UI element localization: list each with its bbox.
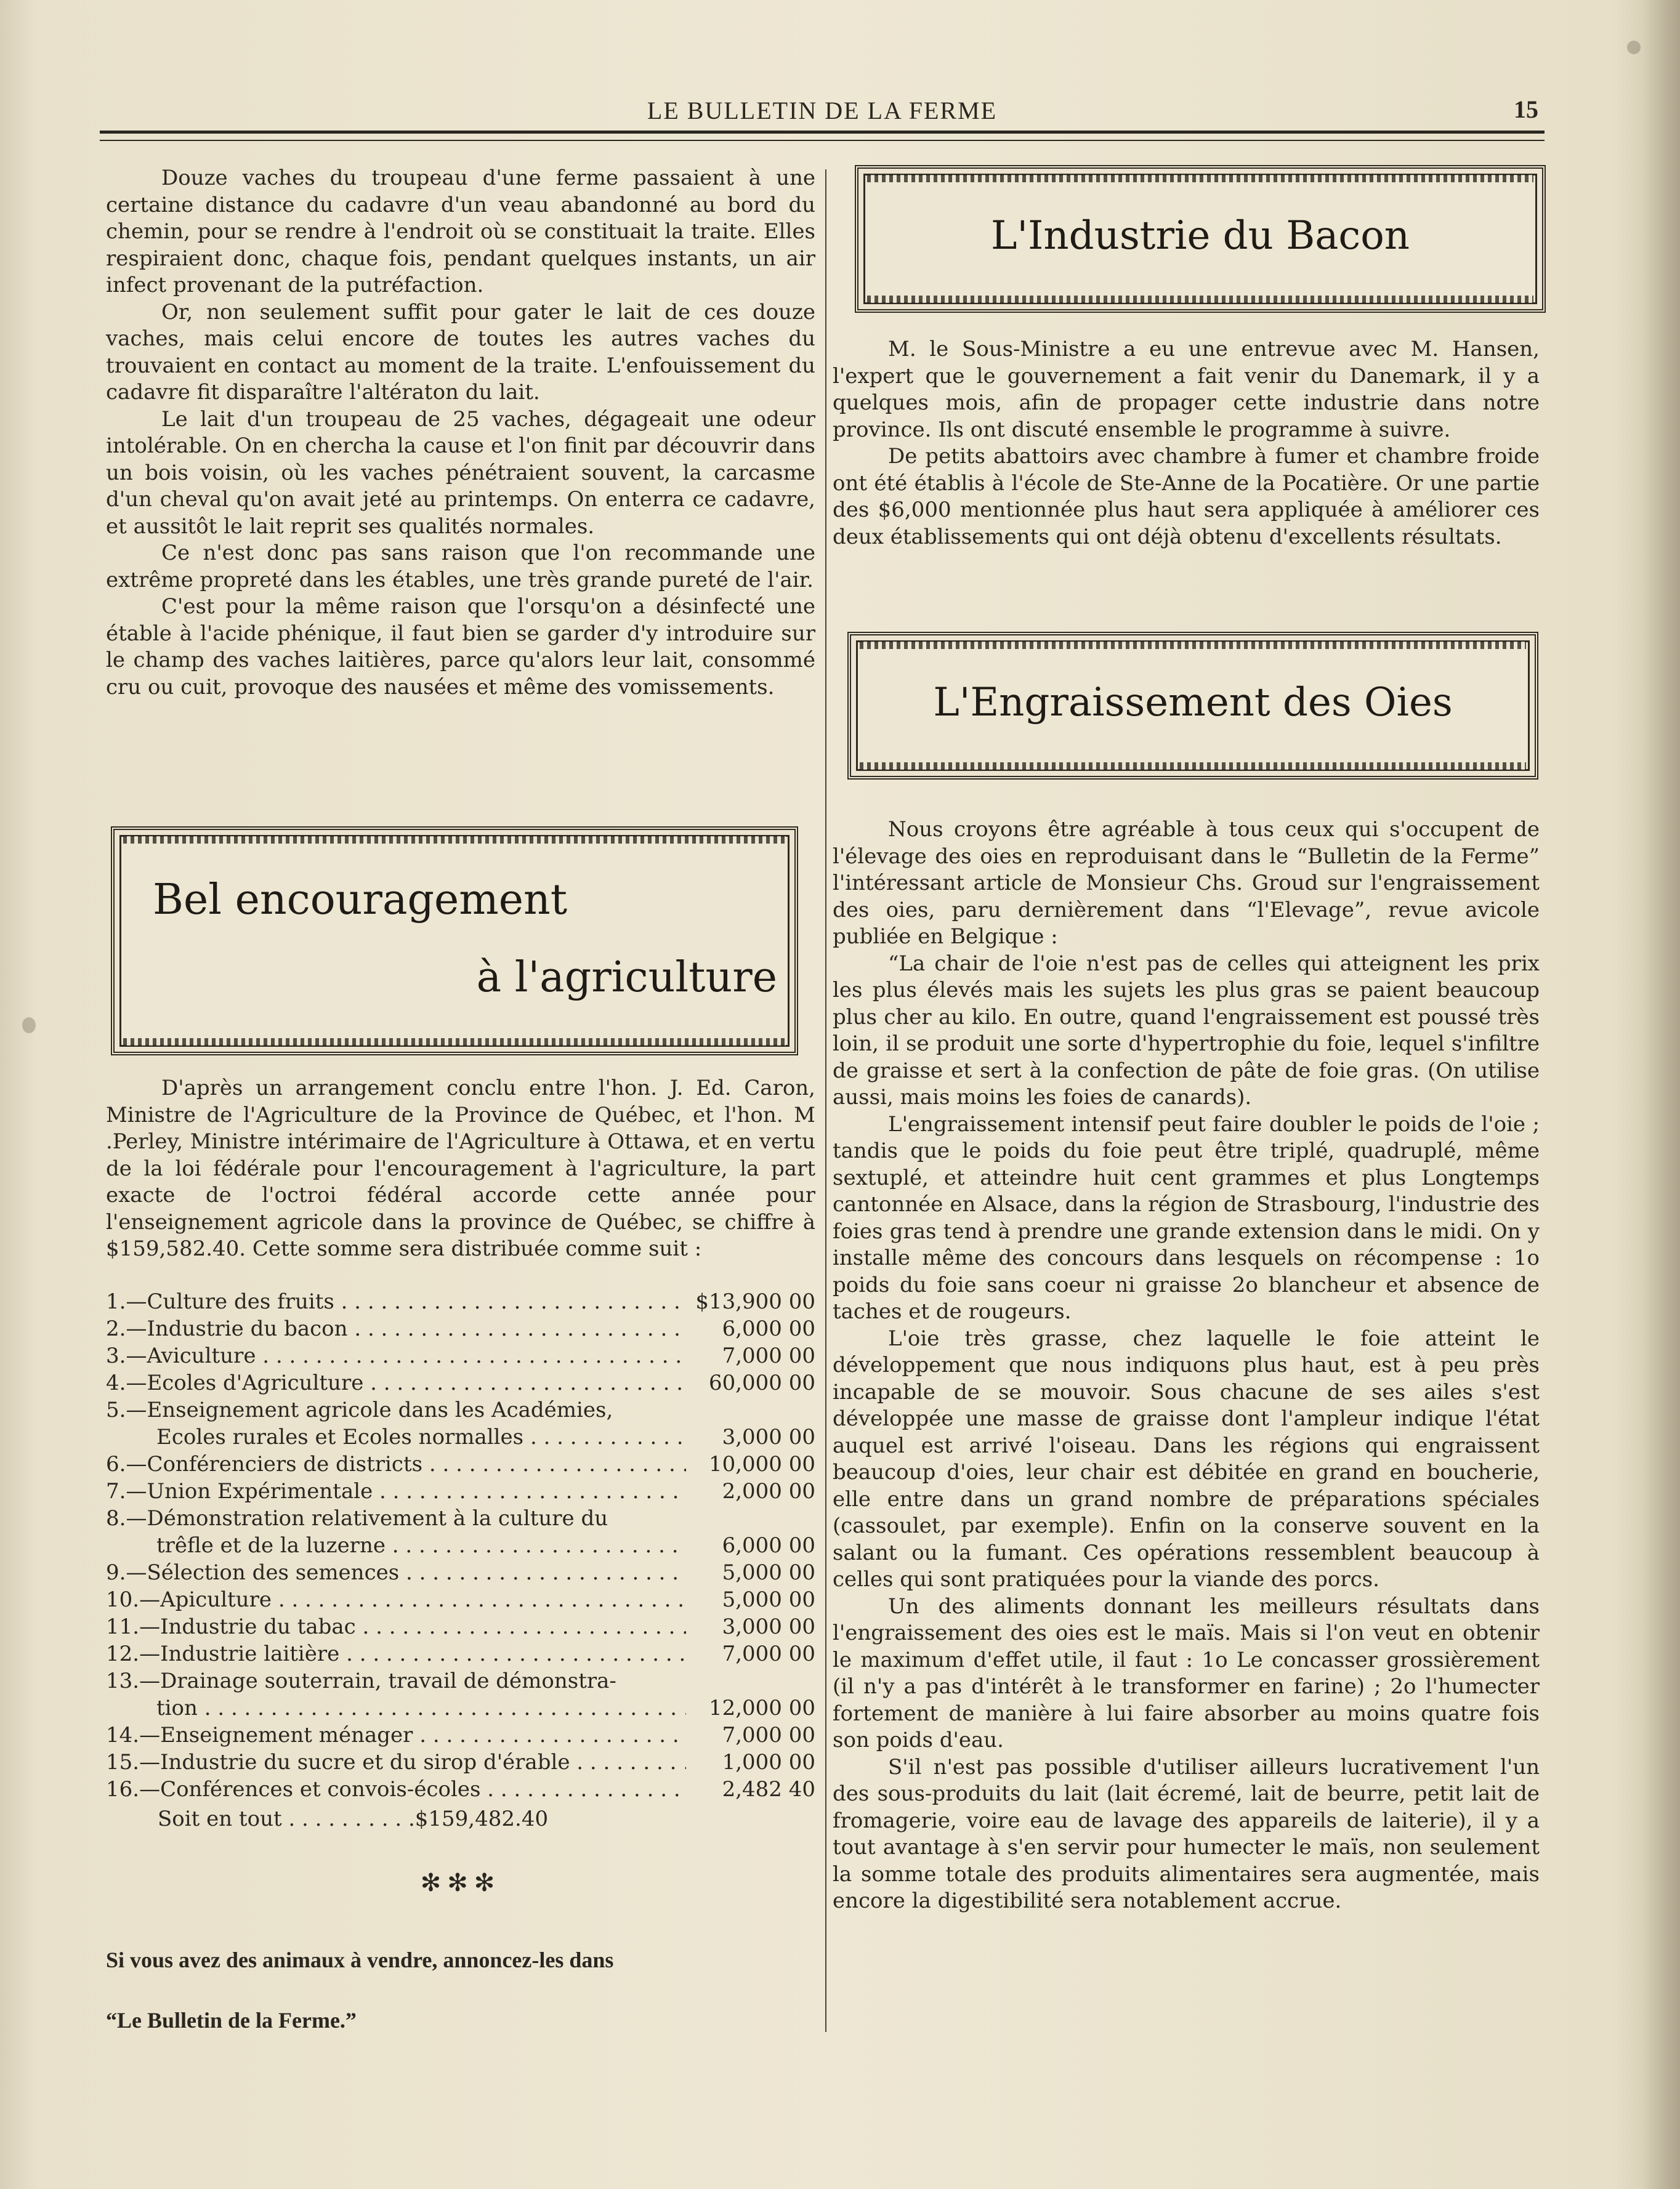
item-amount: 1,000 00 <box>722 1750 815 1775</box>
paragraph: “La chair de l'oie n'est pas de celles qui atteignent les prix les plus élevés mais les sujets les plus gras se paient beaucoup plus cher au kilo. En outre, quand l'engraissement est poussé très loin, il se produit une sorte d'hypertrophie du foie, lequel s'infiltre de graisse et sert à la confection de pâte de foie gras. (On utilise aussi, mais moins les foies de canards). <box>833 951 1540 1110</box>
item-label: 9.—Sélection des semences . . . <box>106 1559 686 1586</box>
item-amount: 5,000 00 <box>722 1587 815 1612</box>
running-head <box>100 92 1545 132</box>
paragraph: Or, non seulement suffit pour gater le lait de ces douze vaches, mais celui encore de toutes les autres vaches du trouvaient en contact au moment de la traite. L'enfouissement du cadavre fit disparaître l'altératon du lait. <box>106 299 815 405</box>
item-label: 15.—Industrie du sucre et du sirop d'érable . . . <box>106 1749 686 1776</box>
banner-bel-encouragement <box>111 826 798 1055</box>
banner-industrie-bacon <box>855 165 1546 313</box>
column-divider <box>825 169 826 2032</box>
table-row <box>106 1613 815 1640</box>
item-label: 10.—Apiculture . . . <box>106 1586 686 1613</box>
item-amount: 7,000 00 <box>722 1723 815 1748</box>
paragraph: Un des aliments donnant les meilleurs résultats dans l'engraissement des oies est le maïs. Mais si l'on veut en obtenir le maximum d'effet utile, il faut : 1o Le concasser grossièrement (il n'y a pas d'intérêt à le transformer en farine) ; 2o l'humecter fortement de manière à lui faire absorber au moins quatre fois son poids d'eau. <box>833 1594 1540 1752</box>
item-label: 3.—Aviculture . . . <box>106 1342 686 1369</box>
table-row <box>106 1586 815 1613</box>
table-row <box>106 1532 815 1559</box>
left-column-text <box>106 165 815 701</box>
table-row <box>106 1397 815 1424</box>
table-row <box>106 1424 815 1451</box>
item-label: trêfle et de la luzerne . . . <box>156 1532 686 1559</box>
paragraph: C'est pour la même raison que l'orsqu'on a désinfecté une étable à l'acide phénique, il faut bien se garder d'y introduire sur le champ des vaches laitières, parce qu'alors leur lait, consommé cru ou cuit, provoque des nausées et même des vomissements. <box>106 594 815 699</box>
paragraph: Douze vaches du troupeau d'une ferme passaient à une certaine distance du cadavre d'un veau abandonné au bord du chemin, pour se rendre à l'endroit où se constituait la traite. Elles respiraient donc, chaque fois, pendant quelques instants, un air infect provenant de la putréfaction. <box>106 166 815 297</box>
table-row <box>106 1559 815 1586</box>
item-label: 6.—Conférenciers de districts . . . <box>106 1451 686 1478</box>
paragraph: S'il n'est pas possible d'utiliser ailleurs lucrativement l'un des sous-produits du lait (lait écremé, lait de beurre, petit lait de fromagerie, voire eau de lavage des appareils de laiterie), il y a tout avantage à s'en servir pour humecter le maïs, non seulement la somme totale des produits alimentaires sera augmentée, mais encore la digestibilité sera notablement accrue. <box>833 1754 1540 1913</box>
banner-title-line1: Bel encouragement <box>153 876 568 924</box>
running-title: LE BULLETIN DE LA FERME <box>647 97 998 124</box>
item-label: 2.—Industrie du bacon . . . <box>106 1315 686 1342</box>
item-label: 14.—Enseignement ménager . . . <box>106 1722 686 1749</box>
item-label: 12.—Industrie laitière . . . <box>106 1640 686 1667</box>
grant-table <box>106 1288 815 1832</box>
table-row <box>106 1640 815 1667</box>
page-edge-shadow <box>1643 0 1680 2189</box>
paragraph: D'après un arrangement conclu entre l'hon. J. Ed. Caron, Ministre de l'Agriculture de la Province de Québec, et l'hon. M .Perley, Ministre intérimaire de l'Agriculture à Ottawa, et en vertu de la loi fédérale pour l'encouragement à l'agriculture, la part exacte de l'octroi fédéral accorde cette année pour l'enseignement agricole dans la province de Québec, se chiffre à $159,582.40. Cette somme sera distribuée comme suit : <box>106 1076 815 1261</box>
item-amount: 5,000 00 <box>722 1560 815 1585</box>
paragraph: Nous croyons être agréable à tous ceux qui s'occupent de l'élevage des oies en reproduisant dans le “Bulletin de la Ferme” l'intéressant article de Monsieur Chs. Groud sur l'engraissement des oies, paru dernièrement dans “l'Elevage”, revue avicole publiée en Belgique : <box>833 817 1540 949</box>
item-label: 13.—Drainage souterrain, travail de démonstra- <box>106 1669 616 1693</box>
banner-title-line2: à l'agriculture <box>476 953 777 1002</box>
item-amount: 7,000 00 <box>722 1642 815 1666</box>
table-row <box>106 1478 815 1505</box>
item-amount: 6,000 00 <box>722 1316 815 1341</box>
paragraph: M. le Sous-Ministre a eu une entrevue avec M. Hansen, l'expert que le gouvernement a fait venir du Danemark, il y a quelques mois, afin de propager cette industrie dans notre province. Ils ont discuté ensemble le programme à suivre. <box>833 337 1540 442</box>
table-row <box>106 1342 815 1369</box>
paragraph: L'engraissement intensif peut faire doubler le poids de l'oie ; tandis que le poids du foie peut être triplé, quadruplé, même sextuplé, et atteindre huit cent grammes et plus Longtemps cantonnée en Alsace, dans la région de Strasbourg, l'industrie des foies gras tend à prendre une grande extension dans le midi. On y installe même des concours dans lesquels on récompense : 1o poids du foie sans coeur ni graisse 2o blancheur et absence de taches et de rougeurs. <box>833 1111 1540 1324</box>
paragraph: L'oie très grasse, chez laquelle le foie atteint le développement que nous indiquons plus haut, est à peu près incapable de se mouvoir. Sous chacune de ses ailes s'est développée une masse de graisse dont l'ampleur indique l'état auquel est arrivé l'oiseau. Dans les régions qui engraissent beaucoup d'oies, leur chair est débitée en grand en boucherie, elle entre dans un grand nombre de préparations spéciales (cassoulet, par exemple). Enfin on la conserve souvent en la salant ou la fumant. Ces opérations ressemblent beaucoup à celles qui sont pratiquées pour la viande des porcs. <box>833 1326 1540 1592</box>
item-label: 8.—Démonstration relativement à la culture du <box>106 1506 608 1531</box>
item-amount: 2,482 40 <box>722 1777 815 1802</box>
banner-title: L'Engraissement des Oies <box>933 680 1453 725</box>
table-row <box>106 1315 815 1342</box>
total-row <box>106 1805 815 1832</box>
advert-line-1: Si vous avez des animaux à vendre, annoncez-les dans <box>106 1948 614 1972</box>
item-label: Ecoles rurales et Ecoles normalles . . . <box>156 1424 686 1451</box>
table-row <box>106 1369 815 1397</box>
item-amount: 12,000 00 <box>708 1696 815 1720</box>
grand-total: Soit en tout . . . . . . . . . .$159,482.40 <box>158 1807 549 1831</box>
paragraph: Le lait d'un troupeau de 25 vaches, dégageait une odeur intolérable. On en chercha la cause et l'on finit par découvrir dans un bois voisin, où les vaches pénétraient souvent, la carcasme d'un cheval qu'on avait jeté au printemps. On enterra ce cadavre, et aussitôt le lait reprit ses qualités normales. <box>106 406 815 539</box>
item-amount: 7,000 00 <box>722 1344 815 1368</box>
table-row <box>106 1505 815 1532</box>
oies-article <box>833 816 1540 1915</box>
grant-intro <box>106 1075 815 1263</box>
item-amount: 3,000 00 <box>722 1425 815 1449</box>
item-label: 16.—Conférences et convois-écoles . . . <box>106 1776 686 1803</box>
item-label: 11.—Industrie du tabac . . . <box>106 1613 686 1640</box>
bacon-article <box>833 336 1540 550</box>
item-label: 4.—Ecoles d'Agriculture . . . <box>106 1369 686 1397</box>
advert-line-2: “Le Bulletin de la Ferme.” <box>106 2008 357 2033</box>
paragraph: De petits abattoirs avec chambre à fumer et chambre froide ont été établis à l'école de Ste-Anne de la Pocatière. Or une partie des $6,000 mentionnée plus haut sera appliquée à améliorer ces deux établissements qui ont déjà obtenu d'excellents résultats. <box>833 444 1540 549</box>
table-row <box>106 1288 815 1315</box>
item-amount: 60,000 00 <box>708 1371 815 1395</box>
page-number: 15 <box>1514 95 1538 123</box>
table-row <box>106 1722 815 1749</box>
section-separator: ✻✻✻ <box>420 1869 501 1897</box>
header-rule <box>100 131 1545 141</box>
page-smudge <box>1627 41 1641 54</box>
item-amount: 6,000 00 <box>722 1533 815 1558</box>
banner-engraissement-oies <box>847 632 1538 780</box>
table-row <box>106 1451 815 1478</box>
table-row <box>106 1749 815 1776</box>
item-label: tion . . . <box>156 1695 686 1722</box>
table-row <box>106 1776 815 1803</box>
item-label: 5.—Enseignement agricole dans les Académies, <box>106 1398 613 1422</box>
item-amount: 10,000 00 <box>708 1452 815 1477</box>
item-amount: $13,900 00 <box>695 1289 815 1314</box>
page-smudge <box>22 1017 36 1033</box>
table-row <box>106 1695 815 1722</box>
banner-title: L'Industrie du Bacon <box>991 213 1410 259</box>
item-label: 1.—Culture des fruits . . . <box>106 1288 686 1315</box>
paragraph: Ce n'est donc pas sans raison que l'on recommande une extrême propreté dans les étables, une très grande pureté de l'air. <box>106 541 815 592</box>
table-row <box>106 1667 815 1695</box>
item-amount: 3,000 00 <box>722 1615 815 1639</box>
item-label: 7.—Union Expérimentale . . . <box>106 1478 686 1505</box>
item-amount: 2,000 00 <box>722 1479 815 1504</box>
